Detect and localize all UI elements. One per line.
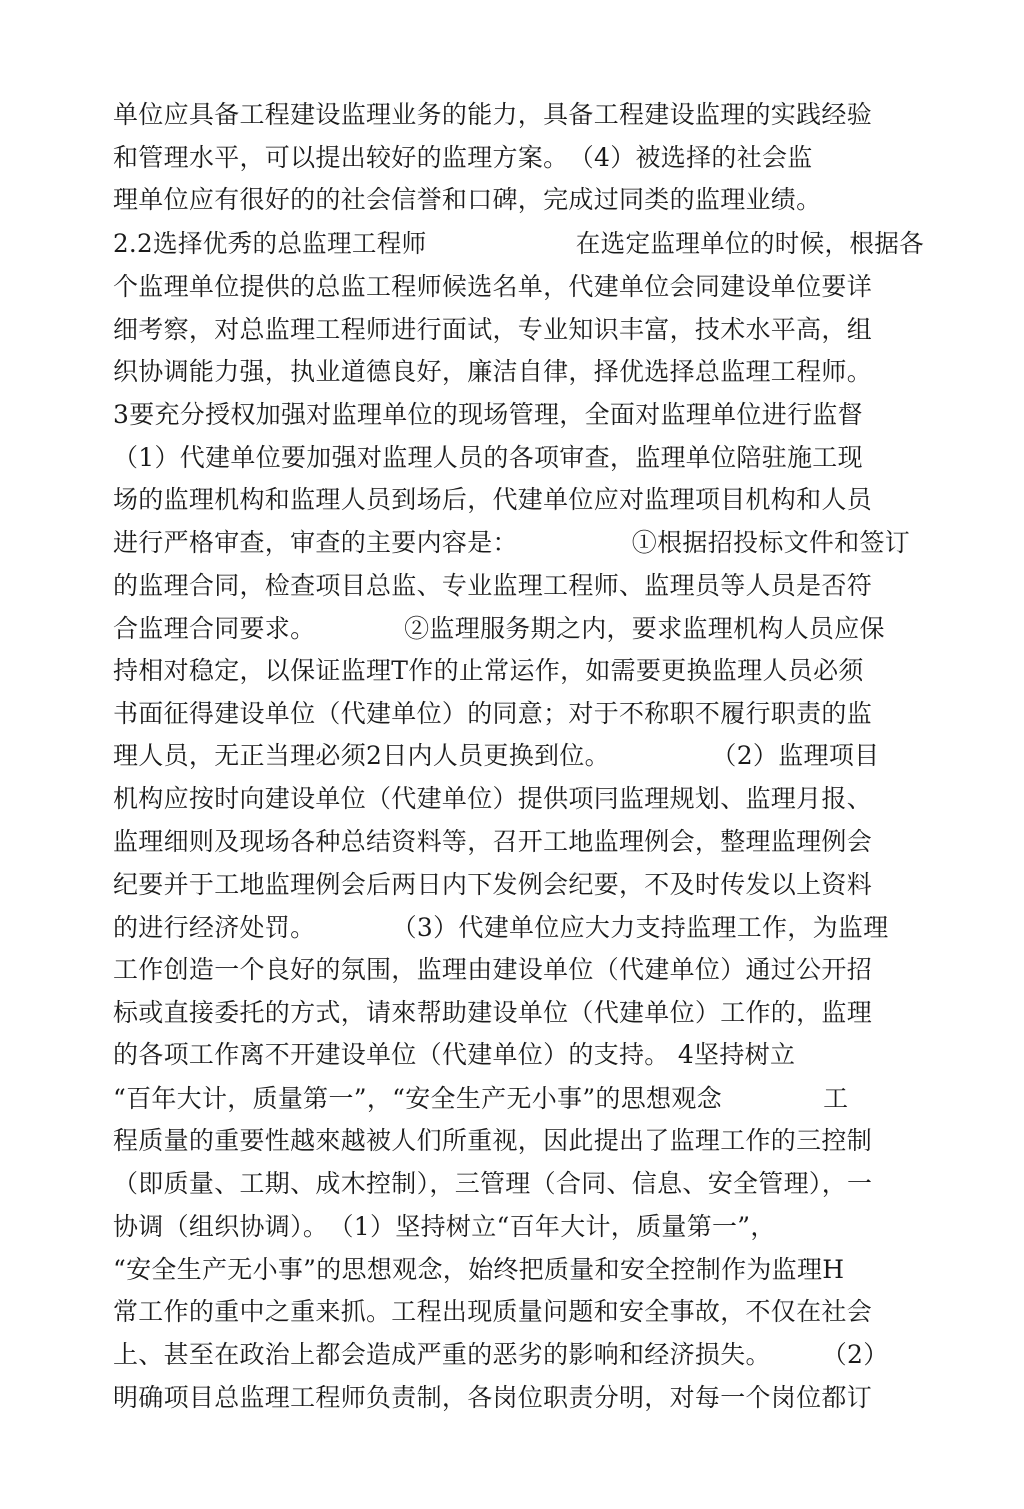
text-line: 的各项工作离不开建设单位（代建单位）的支持。 4坚持树立: [113, 1040, 796, 1069]
text-line: 工作创造一个良好的氛围，监理由建设单位（代建单位）通过公开招: [113, 955, 873, 984]
text-line: 合监理合同要求。 ②监理服务期之内，要求监理机构人员应保: [113, 614, 885, 643]
text-line: 程质量的重要性越來越被人们所重视，因此提出了监理工作的三控制: [113, 1126, 873, 1155]
text-line: 细考察，对总监理工程师进行面试，专业知识丰富，技术水平高，组: [113, 315, 873, 344]
section-heading-line: 2.2选择优秀的总监理工程师 在选定监理单位的时候，根据各: [113, 229, 924, 258]
text-line: 场的监理机构和监理人员到场后，代建单位应对监理项目机构和人员: [113, 485, 873, 514]
text-line: 的监理合同，检查项目总监、专业监理工程师、监理员等人员是否符: [113, 571, 873, 600]
text-line: 标或直接委托的方式，请來帮助建设单位（代建单位）工作的，监理: [113, 998, 873, 1027]
text-line: 常工作的重中之重来抓。工程出现质量问题和安全事故，不仅在社会: [113, 1297, 873, 1326]
text-line: 机构应按时向建设单位（代建单位）提供项冃监理规划、监理月报、: [113, 784, 873, 813]
text-line: 纪要并于工地监理例会后两日内下发例会纪要，不及时传发以上资料: [113, 870, 873, 899]
text-line: 的进行经济处罚。 （3）代建单位应大力支持监理工作，为监理: [113, 913, 889, 942]
text-line: 和管理水平，可以提出较好的监理方案。 （4）被选择的社会监: [113, 143, 813, 172]
text-line: 个监理单位提供的总监工程师候选名单，代建单位会同建设单位要详: [113, 272, 873, 301]
text-line: “安全生产无小事”的思想观念，始终把质量和安全控制作为监理H: [113, 1255, 845, 1284]
text-line: 理单位应有很好的的社会信誉和口碑，完成过同类的监理业绩。: [113, 185, 822, 214]
text-line: 进行严格审查，审查的主要内容是： ①根据招投标文件和签订: [113, 528, 911, 557]
text-line: 协调（组织协调）。 （1）坚持树立“百年大计，质量第一”，: [113, 1212, 776, 1241]
text-line: 单位应具备工程建设监理业务的能力，具备工程建设监理的实践经验: [113, 100, 873, 129]
text-line: 织协调能力强，执业道德良好，廉洁自律，择优选择总监理工程师。: [113, 357, 873, 386]
text-line: 理人员，无正当理必须2日内人员更换到位。 （2）监理项目: [113, 741, 880, 770]
text-line: 监理细则及现场各种总结资料等，召开工地监理例会，整理监理例会: [113, 827, 873, 856]
text-line: 上、甚至在政治上都会造成严重的恶劣的影响和经济损失。 （2）: [113, 1340, 889, 1369]
text-line: （1）代建单位要加强对监理人员的各项审查，监理单位陪驻施工现: [113, 443, 863, 472]
text-line: （即质量、工期、成木控制），三管理（合同、信息、安全管理），一: [113, 1169, 873, 1198]
text-line: 持相对稳定，以保证监理T作的止常运作，如需要更换监理人员必须: [113, 656, 864, 685]
section-heading-line: 3要充分授权加强对监理单位的现场管理，全面对监理单位进行监督: [113, 400, 863, 429]
text-line: 明确项目总监理工程师负责制，各岗位职责分明，对每一个岗位都订: [113, 1383, 873, 1412]
text-line: “百年大计，质量第一”，“安全生产无小事”的思想观念 工: [113, 1084, 849, 1113]
text-line: 书面征得建设单位（代建单位）的同意；对于不称职不履行职责的监: [113, 699, 873, 728]
